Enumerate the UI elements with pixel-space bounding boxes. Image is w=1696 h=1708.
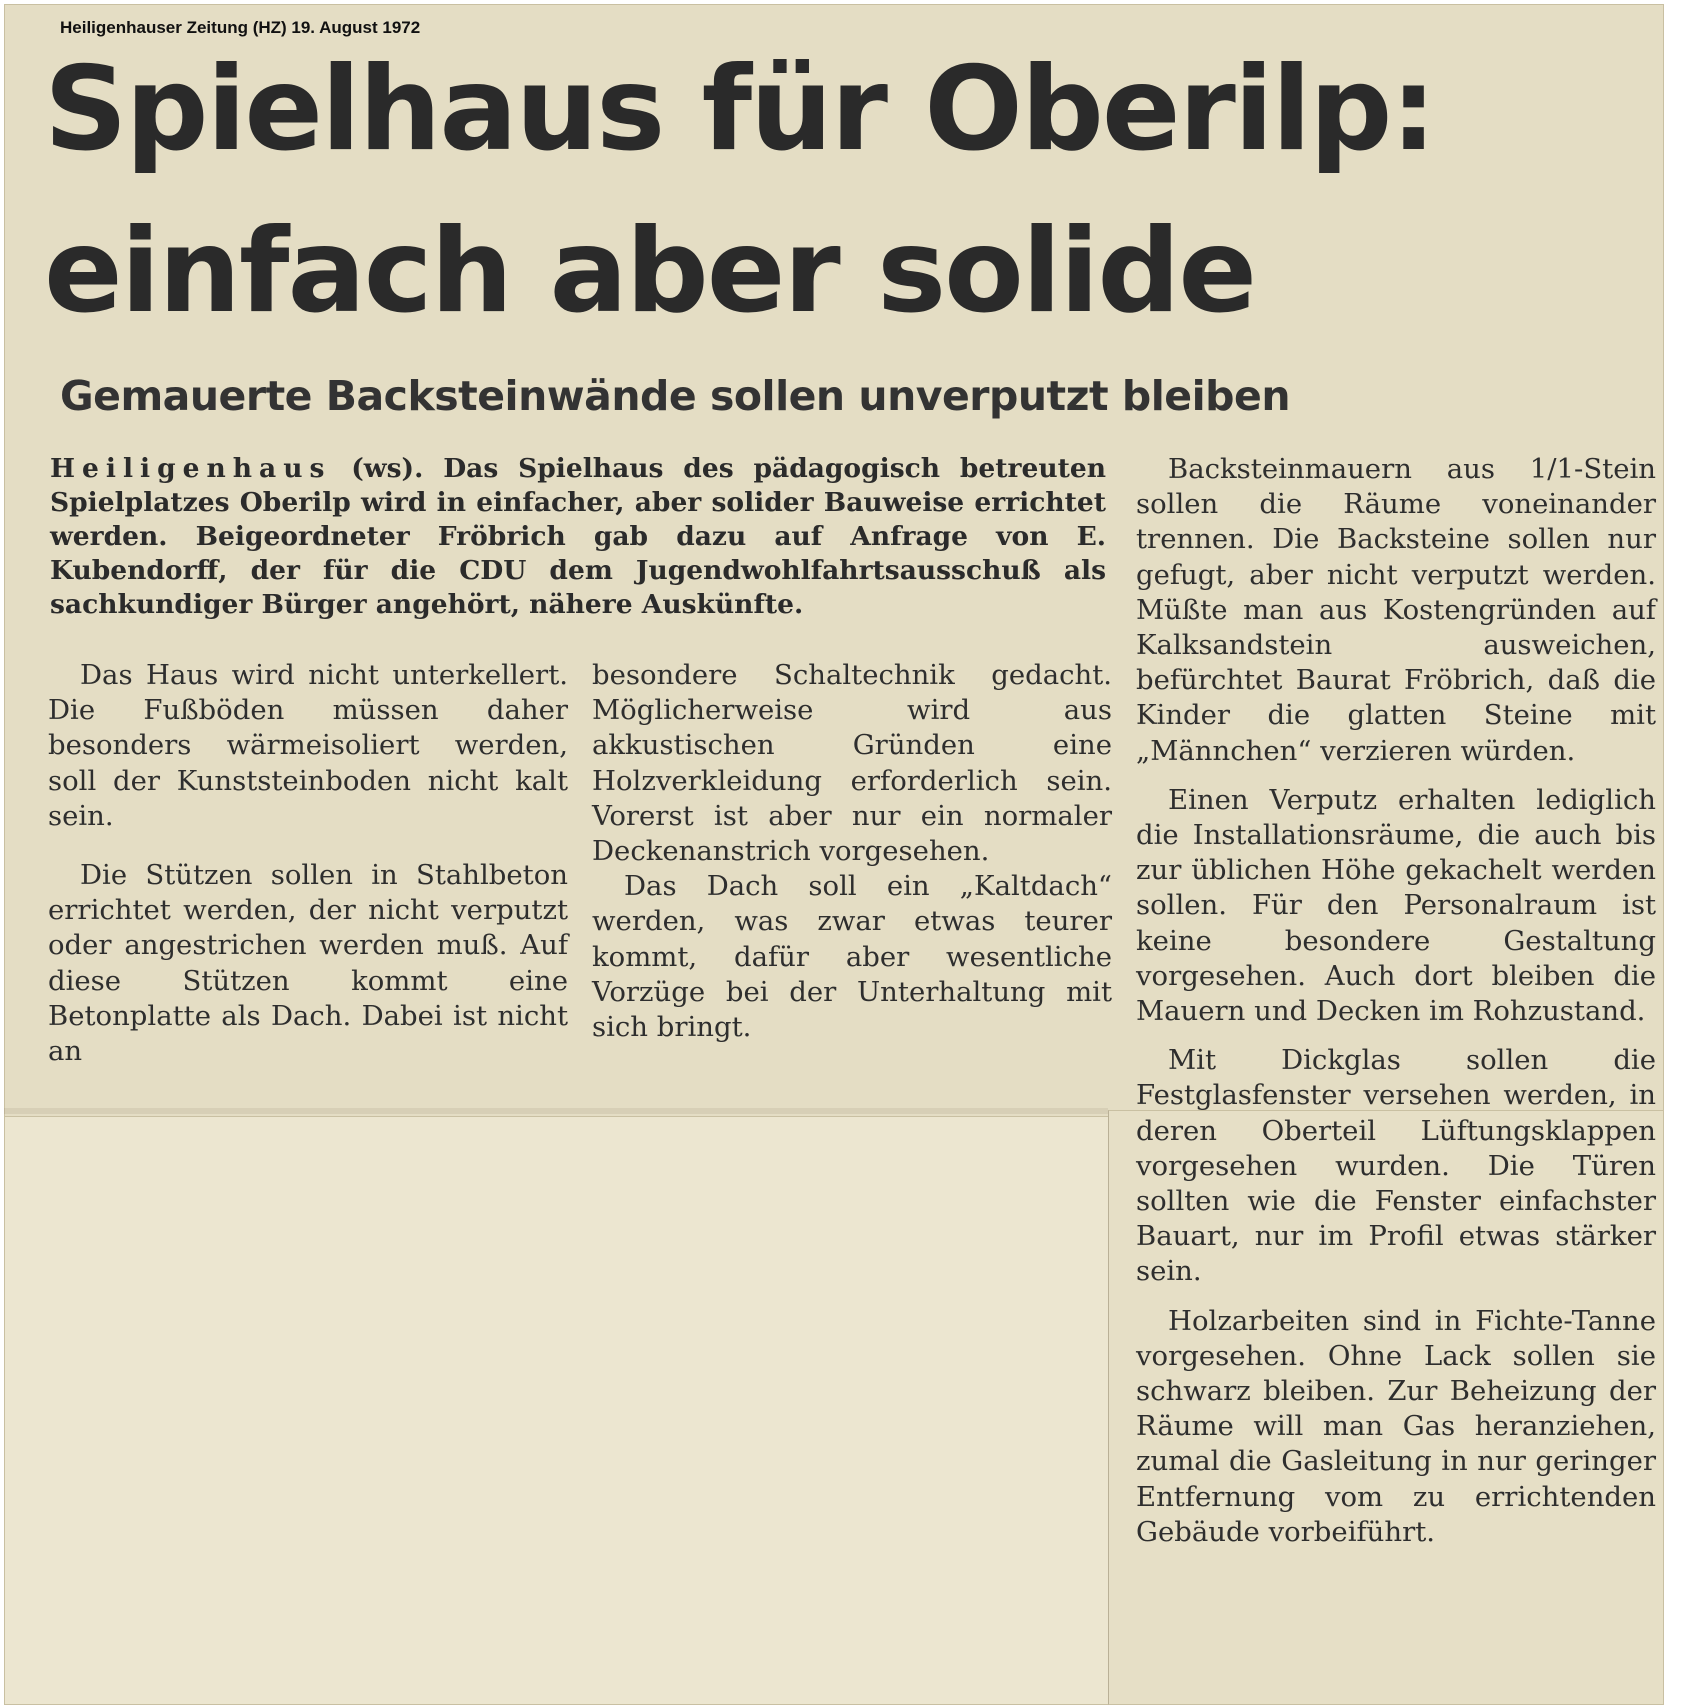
lead-paragraph xyxy=(50,452,1106,622)
paragraph: Backsteinmauern aus 1/1-Stein sollen die Räume voneinander trennen. Die Backsteine sollen nur gefugt, aber nicht verputzt werden. Müßte man aus Kostengründen auf Kalksandstein ausweichen, befürchtet Baurat Fröbrich, daß die Kinder die glatten Steine mit „Männchen“ verzieren würden. xyxy=(1136,453,1656,767)
paragraph: Die Stützen sollen in Stahlbeton errichtet werden, der nicht verputzt oder angestrichen werden muß. Auf diese Stützen kommt eine Betonplatte als Dach. Dabei ist nicht an xyxy=(48,859,568,1068)
paragraph: Einen Verputz erhalten lediglich die Installationsräume, die auch bis zur üblichen Höhe gekachelt werden sollen. Für den Personalraum ist keine besondere Gestaltung vorgesehen. Auch dort bleiben die Mauern und Decken im Rohzustand. xyxy=(1136,783,1656,1028)
paragraph: Das Haus wird nicht unterkellert. Die Fußböden müssen daher besonders wärmeisoliert werden, soll der Kunststeinboden nicht kalt sein. xyxy=(48,659,568,832)
paragraph: Mit Dickglas sollen die Festglasfenster versehen werden, in deren Oberteil Lüftungsklappen vorgesehen wurden. Die Türen sollten wie die Fenster einfachster Bauart, nur im Profil etwas stärker sein. xyxy=(1136,1044,1656,1288)
headline-line-2: einfach aber solide xyxy=(44,204,1256,339)
paragraph: Das Dach soll ein „Kaltdach“ werden, was zwar etwas teurer kommt, dafür aber wesentliche Vorzüge bei der Unterhaltung mit sich bringt. xyxy=(592,870,1112,1044)
paragraph: Holzarbeiten sind in Fichte-Tanne vorgesehen. Ohne Lack sollen sie schwarz bleiben. Zur Beheizung der Räume will man Gas heranziehen, zumal die Gasleitung in nur geringer Entfernung vom zu errichtenden Gebäude vorbeiführt. xyxy=(1136,1304,1656,1548)
subheadline: Gemauerte Backsteinwände sollen unverputzt bleiben xyxy=(60,372,1291,420)
headline-line-1: Spielhaus für Oberilp: xyxy=(44,42,1435,177)
clipping-edge xyxy=(4,1108,1108,1114)
paragraph: besondere Schaltechnik gedacht. Möglicherweise wird aus akkustischen Gründen eine Holzverkleidung erforderlich sein. Vorerst ist aber nur ein normaler Deckenanstrich vorgesehen. xyxy=(592,659,1112,868)
article-column-3 xyxy=(1136,452,1656,1550)
dateline: Heiligenhaus xyxy=(50,453,332,484)
lead-text: (ws). Das Spielhaus des pädagogisch betreuten Spielplatzes Oberilp wird in einfacher, aber solider Bauweise errichtet werden. Beigeordneter Fröbrich gab dazu auf Anfrage von E. Kubendorff, der für die CDU dem Jugendwohlfahrtsausschuß als sachkundiger Bürger angehört, nähere Auskünfte. xyxy=(50,453,1106,620)
article-column-1 xyxy=(48,658,568,1069)
article-column-2 xyxy=(592,658,1112,1045)
source-line: Heiligenhauser Zeitung (HZ) 19. August 1972 xyxy=(60,18,421,37)
